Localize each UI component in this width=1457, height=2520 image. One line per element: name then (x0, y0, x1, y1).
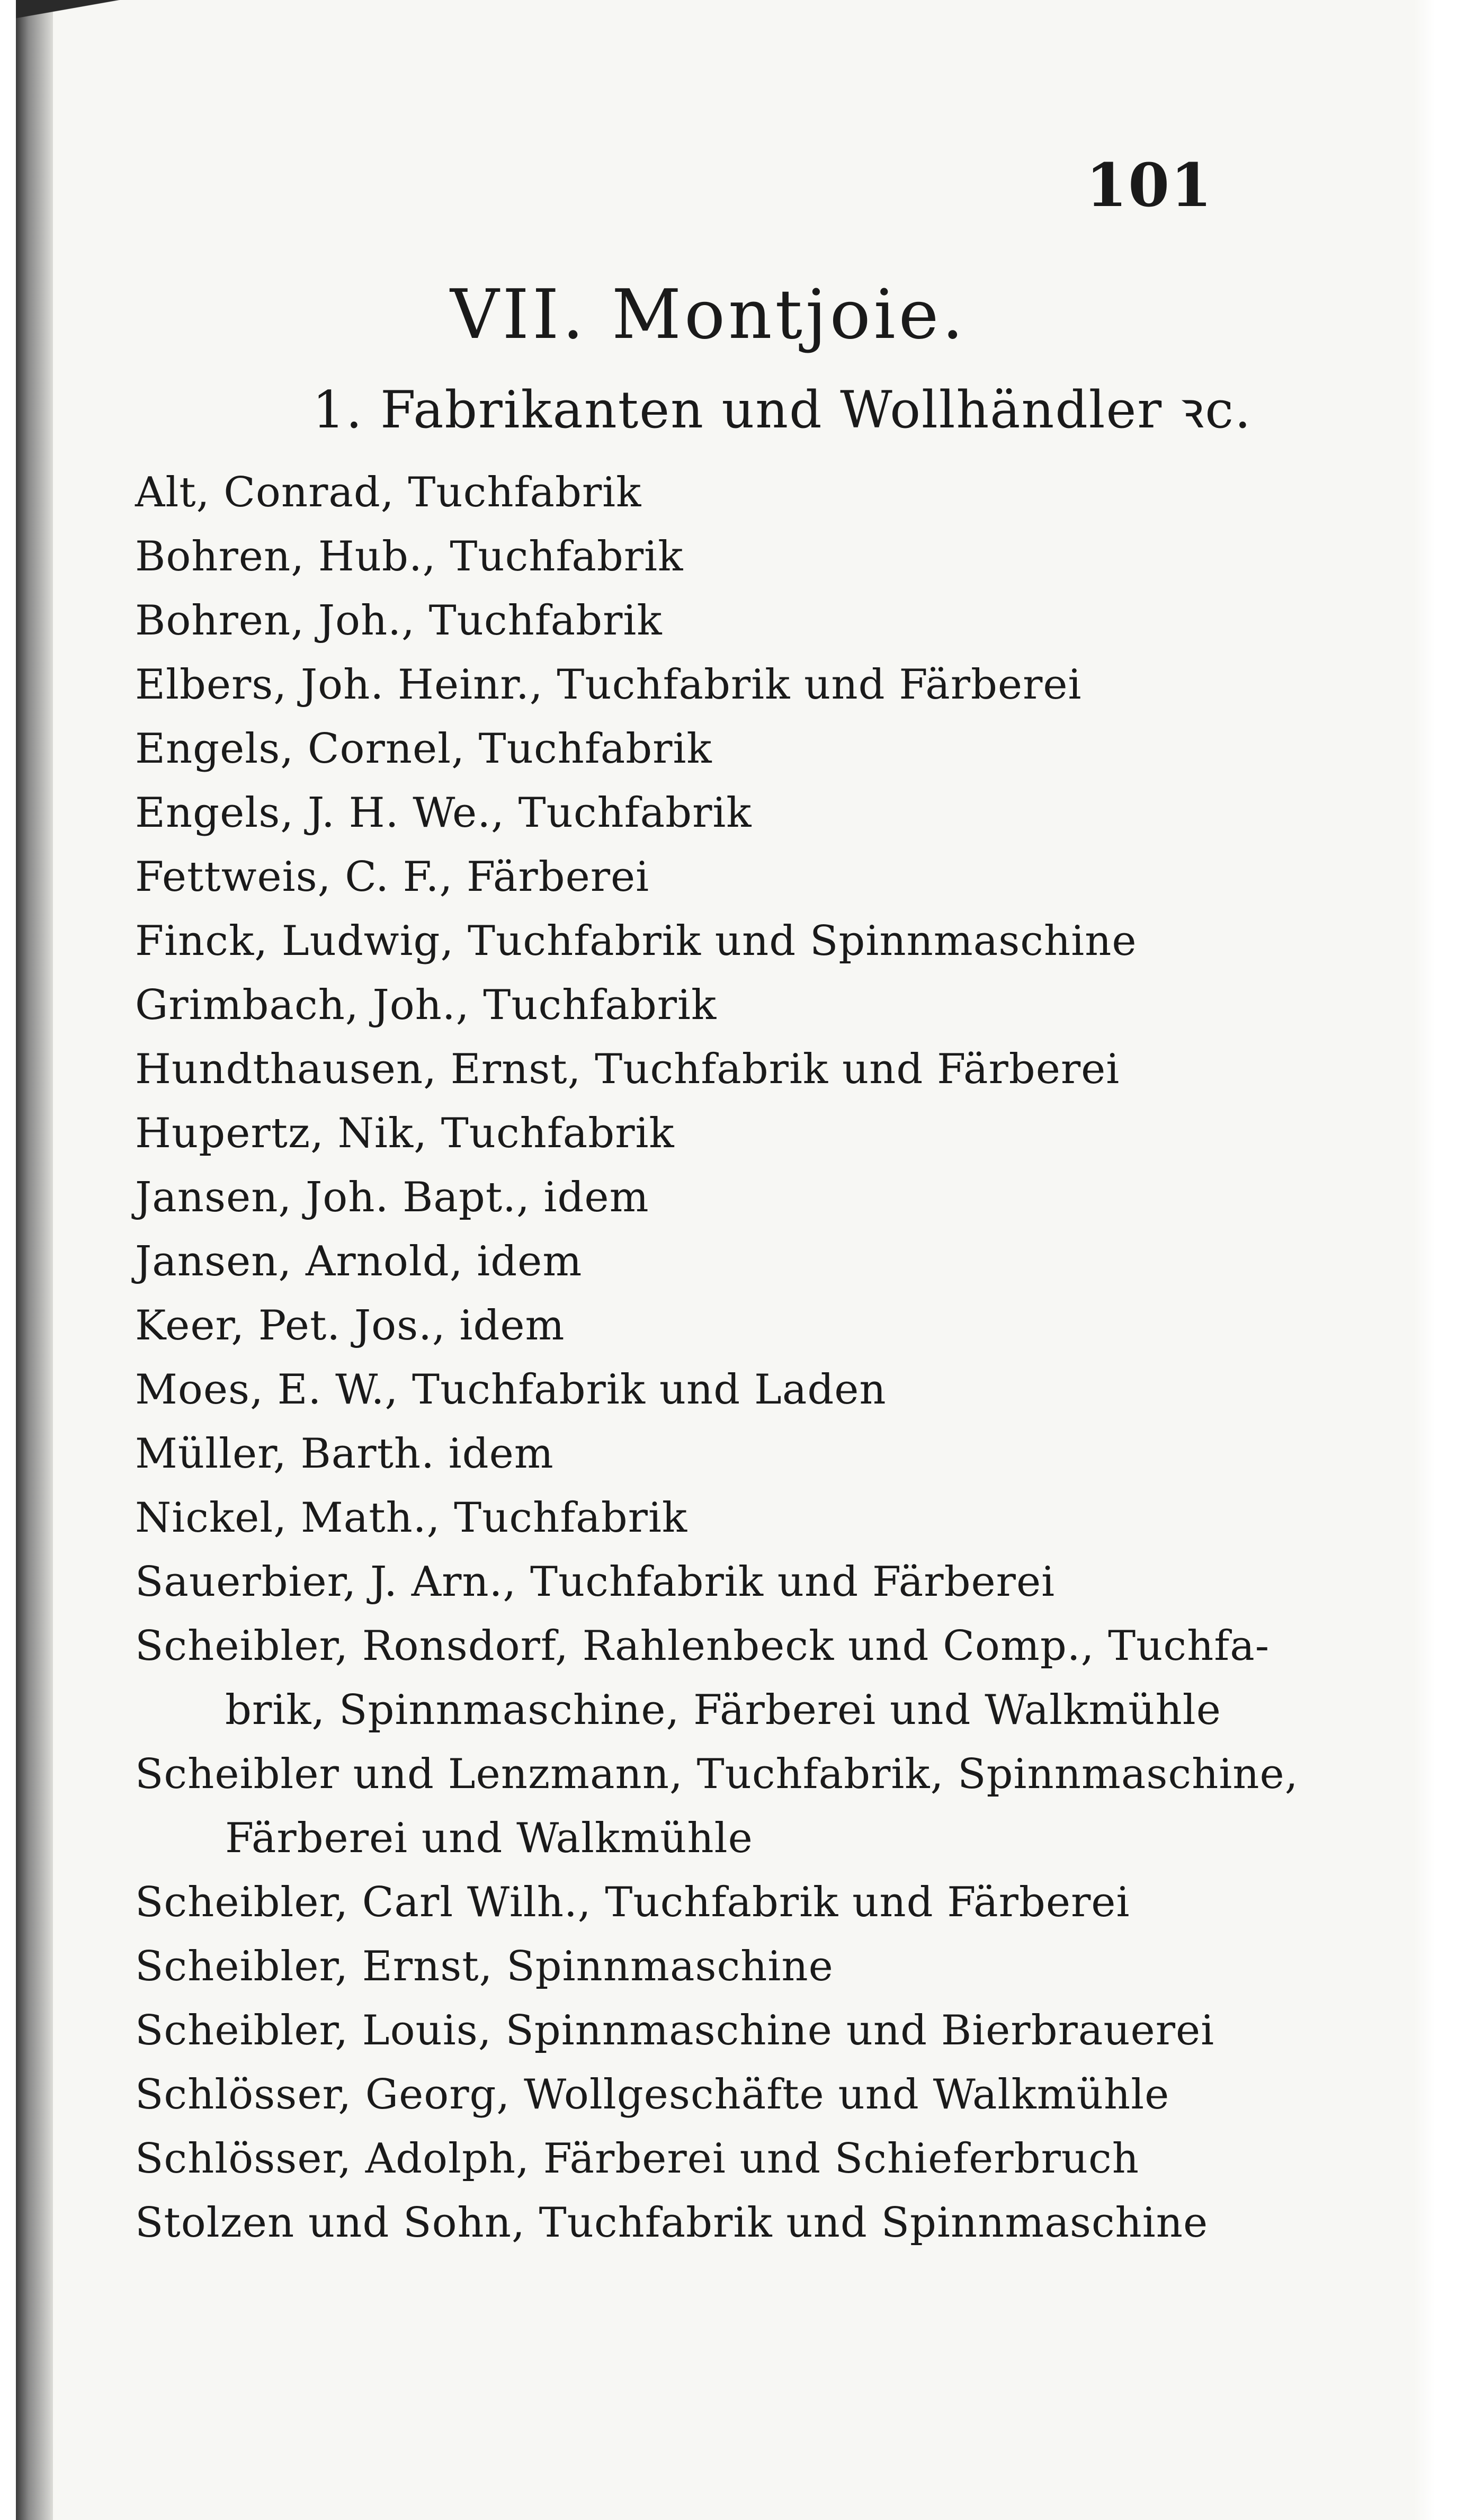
entry-text: Stolzen und Sohn, Tuchfabrik und Spinnmaschine (135, 2199, 1209, 2247)
list-item (135, 1486, 1353, 1550)
list-item (135, 909, 1353, 973)
list-item (135, 589, 1353, 653)
book-page (16, 0, 1435, 2520)
entry-text: Scheibler, Ronsdorf, Rahlenbeck und Comp., Tuchfa- (135, 1622, 1270, 1670)
entry-text: Scheibler und Lenzmann, Tuchfabrik, Spinnmaschine, (135, 1750, 1299, 1798)
list-item (135, 1422, 1353, 1486)
list-item (135, 1294, 1353, 1358)
entry-text: Müller, Barth. idem (135, 1430, 554, 1478)
list-item (135, 1871, 1353, 1935)
list-item (135, 1166, 1353, 1230)
entry-text: Schlösser, Georg, Wollgeschäfte und Walkmühle (135, 2071, 1170, 2119)
entry-text: Bohren, Joh., Tuchfabrik (135, 597, 663, 645)
entry-text: Elbers, Joh. Heinr., Tuchfabrik und Färberei (135, 661, 1082, 709)
entry-text: Keer, Pet. Jos., idem (135, 1302, 565, 1350)
list-item (135, 717, 1353, 781)
entry-text: Engels, Cornel, Tuchfabrik (135, 725, 712, 773)
list-item (135, 973, 1353, 1038)
list-item (135, 845, 1353, 909)
entry-continuation: Färberei und Walkmühle (225, 1815, 753, 1862)
entry-continuation: brik, Spinnmaschine, Färberei und Walkmühle (225, 1686, 1221, 1734)
list-item (135, 1230, 1353, 1294)
entry-text: Moes, E. W., Tuchfabrik und Laden (135, 1366, 887, 1414)
entry-text: Scheibler, Carl Wilh., Tuchfabrik und Färberei (135, 1879, 1130, 1926)
list-item (135, 781, 1353, 845)
entry-text: Bohren, Hub., Tuchfabrik (135, 533, 684, 580)
section-title: 1. Fabrikanten und Wollhändler ꝛc. (312, 380, 1252, 440)
directory-list (135, 461, 1353, 2255)
entry-text: Hupertz, Nik, Tuchfabrik (135, 1110, 675, 1157)
entry-text: Hundthausen, Ernst, Tuchfabrik und Färberei (135, 1045, 1120, 1093)
list-item (135, 1742, 1353, 1871)
entry-text: Sauerbier, J. Arn., Tuchfabrik und Färberei (135, 1558, 1056, 1606)
entry-text: Fettweis, C. F., Färberei (135, 853, 650, 901)
list-item (135, 1999, 1353, 2063)
list-item (135, 1614, 1353, 1742)
page-number: 101 (1086, 151, 1213, 220)
list-item (135, 525, 1353, 589)
entry-text: Schlösser, Adolph, Färberei und Schieferbruch (135, 2135, 1139, 2183)
entry-text: Jansen, Joh. Bapt., idem (135, 1174, 649, 1221)
chapter-title: VII. Montjoie. (450, 275, 967, 354)
entry-text: Finck, Ludwig, Tuchfabrik und Spinnmaschine (135, 917, 1137, 965)
list-item (135, 1358, 1353, 1422)
entry-text: Jansen, Arnold, idem (135, 1238, 583, 1285)
page-corner-shadow (16, 0, 127, 32)
entry-text: Alt, Conrad, Tuchfabrik (135, 469, 642, 516)
list-item (135, 1550, 1353, 1614)
list-item (135, 461, 1353, 525)
page-edge (1414, 0, 1435, 2520)
entry-text: Scheibler, Louis, Spinnmaschine und Bierbrauerei (135, 2007, 1215, 2054)
spine-shadow (16, 0, 53, 2520)
entry-text: Scheibler, Ernst, Spinnmaschine (135, 1943, 834, 1990)
list-item (135, 1935, 1353, 1999)
list-item (135, 2063, 1353, 2127)
list-item (135, 2127, 1353, 2191)
list-item (135, 653, 1353, 717)
list-item (135, 1102, 1353, 1166)
list-item (135, 1038, 1353, 1102)
list-item (135, 2191, 1353, 2255)
entry-text: Nickel, Math., Tuchfabrik (135, 1494, 688, 1542)
entry-text: Grimbach, Joh., Tuchfabrik (135, 981, 717, 1029)
entry-text: Engels, J. H. We., Tuchfabrik (135, 789, 752, 837)
